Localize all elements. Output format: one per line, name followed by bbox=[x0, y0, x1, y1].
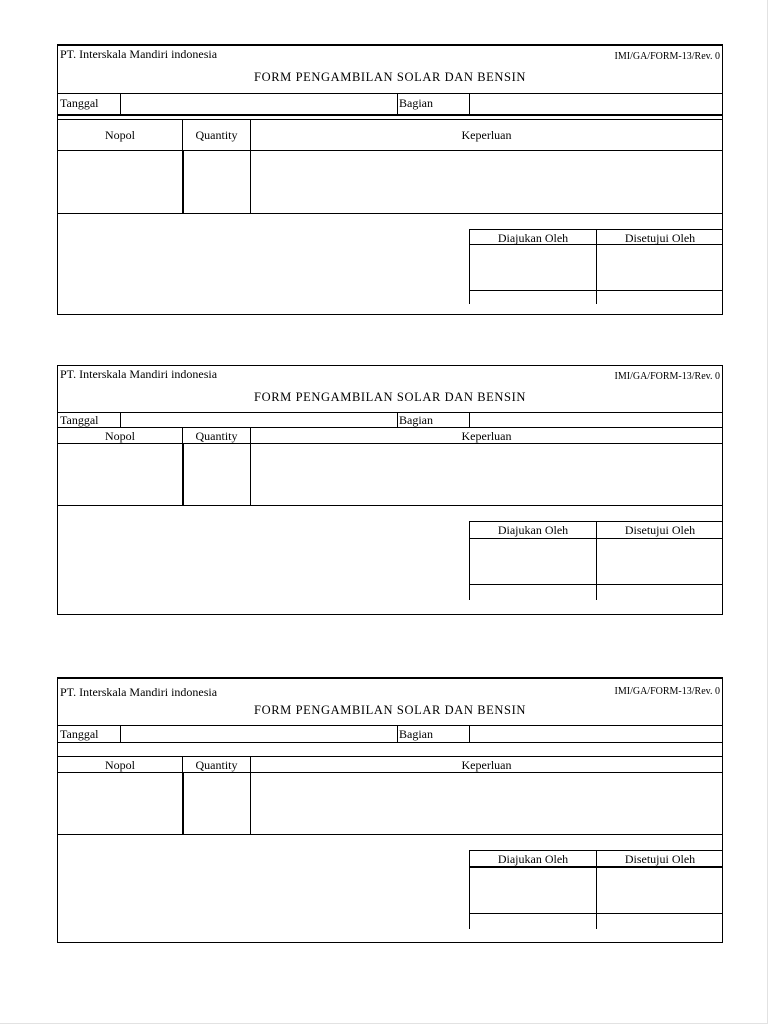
divider bbox=[182, 427, 183, 443]
nopol-field[interactable] bbox=[58, 773, 181, 833]
submitted-signature-area[interactable] bbox=[470, 868, 595, 913]
fuel-form-1 bbox=[57, 44, 723, 315]
tanggal-field[interactable] bbox=[121, 726, 396, 742]
fuel-form-2 bbox=[57, 365, 723, 615]
bagian-label: Bagian bbox=[399, 413, 433, 427]
divider bbox=[182, 756, 183, 772]
keperluan-field[interactable] bbox=[251, 151, 722, 212]
form-code: IMI/GA/FORM-13/Rev. 0 bbox=[614, 51, 720, 62]
tanggal-label: Tanggal bbox=[60, 96, 99, 110]
divider bbox=[58, 114, 722, 116]
col-header-keperluan: Keperluan bbox=[461, 758, 512, 772]
form-title: FORM PENGAMBILAN SOLAR DAN BENSIN bbox=[254, 390, 526, 404]
signature-box bbox=[469, 229, 723, 304]
divider bbox=[182, 443, 184, 505]
approved-signature-area[interactable] bbox=[597, 245, 723, 290]
approved-name-field[interactable] bbox=[597, 914, 723, 929]
submitted-by-label: Diajukan Oleh bbox=[497, 852, 569, 866]
submitted-signature-area[interactable] bbox=[470, 539, 595, 584]
bagian-label: Bagian bbox=[399, 96, 433, 110]
divider bbox=[182, 119, 183, 150]
keperluan-field[interactable] bbox=[251, 773, 722, 833]
divider bbox=[397, 725, 398, 742]
approved-name-field[interactable] bbox=[597, 585, 723, 600]
form-title: FORM PENGAMBILAN SOLAR DAN BENSIN bbox=[254, 703, 526, 717]
bagian-field[interactable] bbox=[470, 413, 722, 427]
divider bbox=[182, 772, 184, 834]
submitted-by-label: Diajukan Oleh bbox=[497, 231, 569, 245]
submitted-signature-area[interactable] bbox=[470, 245, 595, 290]
signature-box bbox=[469, 521, 723, 600]
tanggal-field[interactable] bbox=[121, 413, 396, 427]
bagian-label: Bagian bbox=[399, 727, 433, 741]
company-name: PT. Interskala Mandiri indonesia bbox=[60, 47, 218, 61]
quantity-field[interactable] bbox=[185, 151, 249, 212]
divider bbox=[58, 742, 722, 743]
quantity-field[interactable] bbox=[185, 773, 249, 833]
form-code: IMI/GA/FORM-13/Rev. 0 bbox=[614, 371, 720, 382]
company-name: PT. Interskala Mandiri indonesia bbox=[60, 685, 218, 699]
bagian-field[interactable] bbox=[470, 94, 722, 114]
company-name: PT. Interskala Mandiri indonesia bbox=[60, 367, 218, 381]
tanggal-label: Tanggal bbox=[60, 413, 99, 427]
nopol-field[interactable] bbox=[58, 151, 181, 212]
keperluan-field[interactable] bbox=[251, 444, 722, 504]
col-header-quantity: Quantity bbox=[195, 128, 238, 142]
col-header-nopol: Nopol bbox=[105, 758, 135, 772]
col-header-keperluan: Keperluan bbox=[461, 128, 512, 142]
tanggal-field[interactable] bbox=[121, 94, 396, 114]
divider bbox=[58, 756, 722, 757]
submitted-name-field[interactable] bbox=[470, 914, 595, 929]
divider bbox=[58, 119, 722, 120]
approved-signature-area[interactable] bbox=[597, 539, 723, 584]
signature-box bbox=[469, 850, 723, 929]
approved-signature-area[interactable] bbox=[597, 868, 723, 913]
approved-by-label: Disetujui Oleh bbox=[624, 852, 696, 866]
col-header-nopol: Nopol bbox=[105, 128, 135, 142]
divider bbox=[397, 412, 398, 427]
col-header-nopol: Nopol bbox=[105, 429, 135, 443]
submitted-by-label: Diajukan Oleh bbox=[497, 523, 569, 537]
fuel-form-3 bbox=[57, 677, 723, 943]
nopol-field[interactable] bbox=[58, 444, 181, 504]
divider bbox=[397, 93, 398, 114]
divider bbox=[58, 427, 722, 428]
col-header-keperluan: Keperluan bbox=[461, 429, 512, 443]
approved-name-field[interactable] bbox=[597, 291, 723, 304]
col-header-quantity: Quantity bbox=[195, 758, 238, 772]
divider bbox=[182, 150, 184, 213]
approved-by-label: Disetujui Oleh bbox=[624, 231, 696, 245]
approved-by-label: Disetujui Oleh bbox=[624, 523, 696, 537]
divider bbox=[58, 505, 722, 506]
form-title: FORM PENGAMBILAN SOLAR DAN BENSIN bbox=[254, 70, 526, 84]
submitted-name-field[interactable] bbox=[470, 291, 595, 304]
divider bbox=[58, 213, 722, 214]
bagian-field[interactable] bbox=[470, 726, 722, 742]
tanggal-label: Tanggal bbox=[60, 727, 99, 741]
divider bbox=[58, 834, 722, 835]
quantity-field[interactable] bbox=[185, 444, 249, 504]
form-code: IMI/GA/FORM-13/Rev. 0 bbox=[614, 686, 720, 697]
col-header-quantity: Quantity bbox=[195, 429, 238, 443]
submitted-name-field[interactable] bbox=[470, 585, 595, 600]
